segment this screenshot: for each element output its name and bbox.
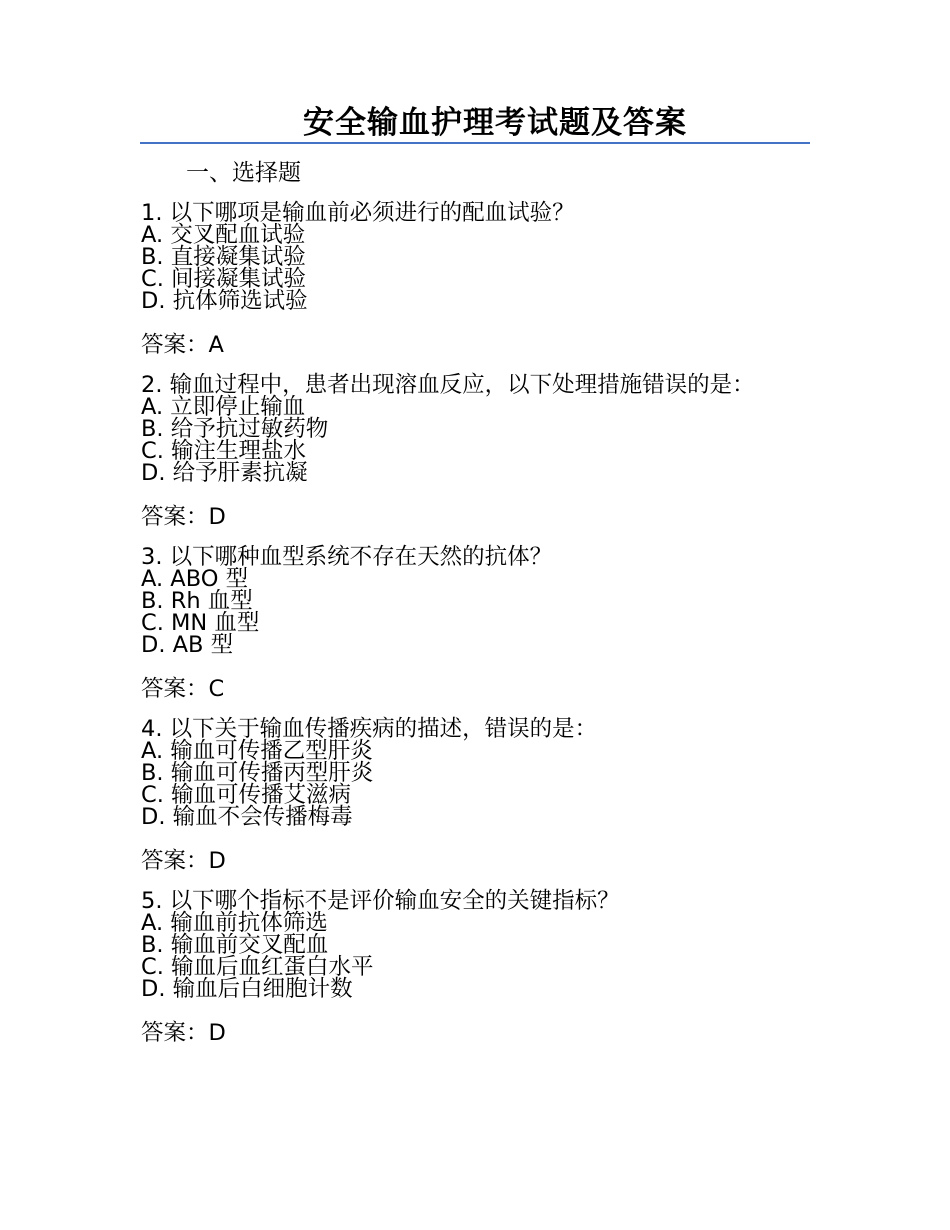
option-d: D. AB 型 (141, 632, 234, 658)
option-d: D. 抗体筛选试验 (141, 288, 308, 314)
answer: 答案：D (141, 848, 226, 874)
question-stem: 1. 以下哪项是输血前必须进行的配血试验？ (141, 200, 575, 226)
option-b: B. 输血前交叉配血 (141, 932, 329, 958)
question-stem: 5. 以下哪个指标不是评价输血安全的关键指标？ (141, 888, 620, 914)
option-c: C. MN 血型 (141, 610, 260, 636)
option-c: C. 间接凝集试验 (141, 266, 307, 292)
option-c: C. 输血后血红蛋白水平 (141, 954, 374, 980)
option-c: C. 输血可传播艾滋病 (141, 782, 352, 808)
question-5 (141, 890, 781, 1048)
title-rule (140, 100, 810, 144)
answer: 答案：A (141, 332, 224, 358)
option-a: A. 立即停止输血 (141, 394, 306, 420)
answer: 答案：D (141, 504, 226, 530)
option-b: B. Rh 血型 (141, 588, 253, 614)
section-heading: 一、选择题 (186, 160, 301, 186)
question-stem: 4. 以下关于输血传播疾病的描述，错误的是： (141, 716, 598, 742)
question-3 (141, 546, 781, 704)
question-2 (141, 374, 781, 532)
question-stem: 2. 输血过程中，患者出现溶血反应，以下处理措施错误的是： (141, 372, 755, 398)
option-b: B. 给予抗过敏药物 (141, 416, 329, 442)
question-list (141, 202, 781, 1062)
option-c: C. 输注生理盐水 (141, 438, 307, 464)
option-d: D. 输血不会传播梅毒 (141, 804, 353, 830)
option-a: A. 交叉配血试验 (141, 222, 306, 248)
answer: 答案：D (141, 1020, 226, 1046)
answer: 答案：C (141, 676, 225, 702)
page-title: 安全输血护理考试题及答案 (303, 105, 687, 141)
option-b: B. 直接凝集试验 (141, 244, 306, 270)
option-a: A. ABO 型 (141, 566, 249, 592)
question-4 (141, 718, 781, 876)
option-a: A. 输血前抗体筛选 (141, 910, 328, 936)
option-d: D. 输血后白细胞计数 (141, 976, 353, 1002)
option-d: D. 给予肝素抗凝 (141, 460, 308, 486)
option-b: B. 输血可传播丙型肝炎 (141, 760, 374, 786)
option-a: A. 输血可传播乙型肝炎 (141, 738, 373, 764)
question-stem: 3. 以下哪种血型系统不存在天然的抗体？ (141, 544, 553, 570)
question-1 (141, 202, 781, 360)
